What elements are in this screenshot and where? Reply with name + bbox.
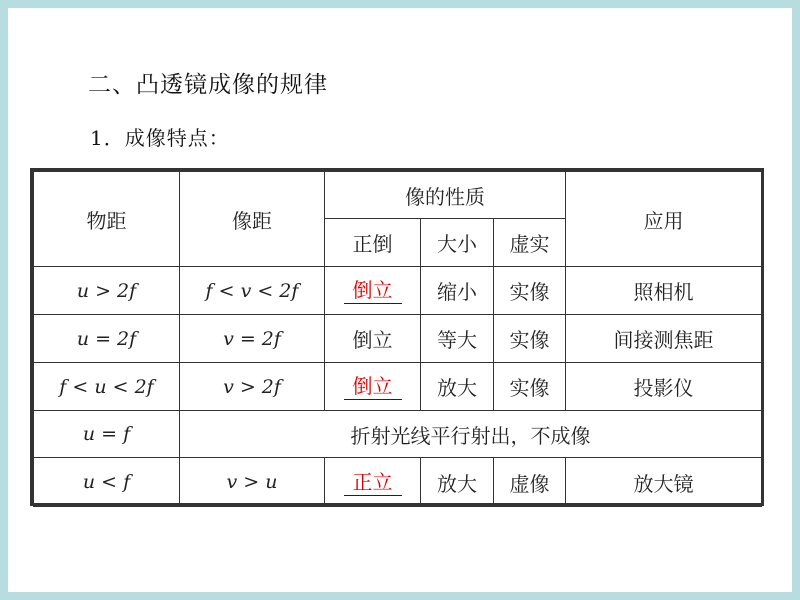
cell-size: 放大 (421, 363, 494, 411)
cell-size: 缩小 (421, 267, 494, 315)
cell-application: 照相机 (566, 267, 762, 315)
cell-object-distance: f < u < 2f (34, 363, 180, 411)
cell-image-distance: v = 2f (180, 315, 325, 363)
cell-type: 实像 (494, 363, 566, 411)
cell-object-distance: u = f (34, 411, 180, 458)
table-row (34, 411, 762, 458)
cell-image-distance: v > 2f (180, 363, 325, 411)
cell-object-distance: u < f (34, 458, 180, 507)
cell-orientation-answer (325, 267, 421, 315)
cell-image-distance: f < v < 2f (180, 267, 325, 315)
section-heading: 二、凸透镜成像的规律 (88, 72, 328, 98)
cell-size: 放大 (421, 458, 494, 507)
cell-application: 投影仪 (566, 363, 762, 411)
table-row (34, 458, 762, 507)
subsection-heading: 1．成像特点： (90, 126, 230, 150)
answer-blank: 正立 (344, 469, 402, 496)
cell-type: 虚像 (494, 458, 566, 507)
header-image-distance: 像距 (180, 172, 325, 267)
cell-orientation-answer (325, 458, 421, 507)
header-size: 大小 (421, 219, 494, 267)
table-row (34, 315, 762, 363)
table-row (34, 363, 762, 411)
cell-size: 等大 (421, 315, 494, 363)
imaging-table (30, 168, 764, 506)
cell-image-distance: v > u (180, 458, 325, 507)
table-row (34, 267, 762, 315)
cell-object-distance: u > 2f (34, 267, 180, 315)
cell-type: 实像 (494, 267, 566, 315)
cell-application: 间接测焦距 (566, 315, 762, 363)
cell-object-distance: u = 2f (34, 315, 180, 363)
cell-orientation-answer (325, 363, 421, 411)
cell-application: 放大镜 (566, 458, 762, 507)
header-orientation: 正倒 (325, 219, 421, 267)
header-image-nature: 像的性质 (325, 172, 566, 219)
cell-type: 实像 (494, 315, 566, 363)
header-application: 应用 (566, 172, 762, 267)
header-object-distance: 物距 (34, 172, 180, 267)
cell-no-image-note: 折射光线平行射出，不成像 (180, 411, 762, 458)
answer-blank: 倒立 (344, 277, 402, 304)
answer-blank: 倒立 (344, 373, 402, 400)
cell-orientation: 倒立 (325, 315, 421, 363)
header-type: 虚实 (494, 219, 566, 267)
